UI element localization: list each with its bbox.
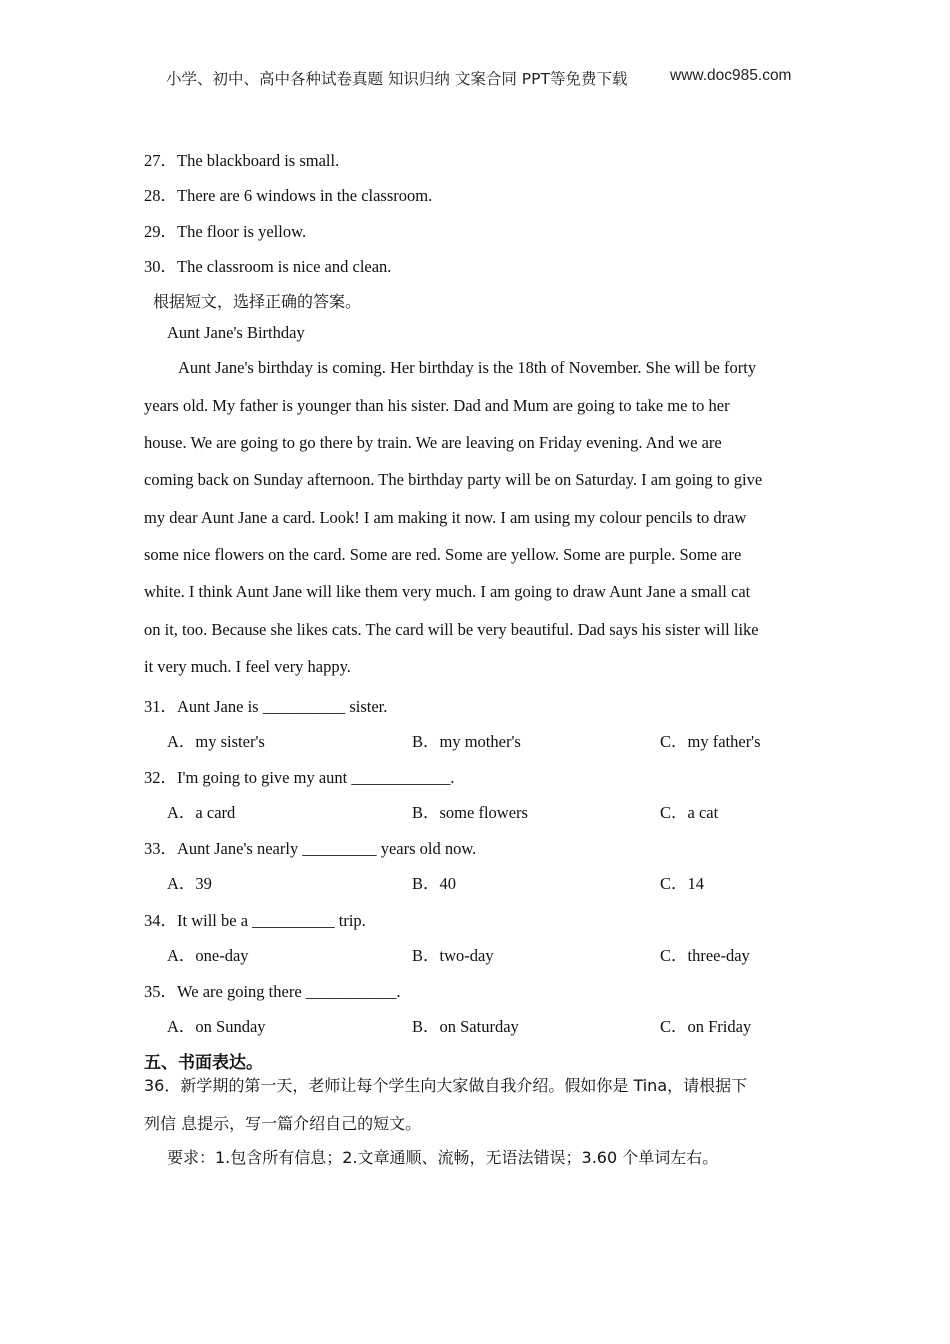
question-36-line1: 36．新学期的第一天，老师让每个学生向大家做自我介绍。假如你是 Tina，请根据下 (144, 1076, 748, 1095)
question-35: 35．We are going there ___________. (144, 982, 401, 1001)
passage-line: on it, too. Because she likes cats. The card will be very beautiful. Dad says his sister will like (144, 620, 759, 639)
statement-30: 30．The classroom is nice and clean. (144, 257, 392, 276)
q32-option-a[interactable]: A．a card (167, 803, 236, 822)
passage-line: coming back on Sunday afternoon. The birthday party will be on Saturday. I am going to give (144, 470, 763, 489)
q31-option-a[interactable]: A．my sister's (167, 732, 265, 751)
q32-option-b[interactable]: B．some flowers (412, 803, 528, 822)
statement-28: 28．There are 6 windows in the classroom. (144, 186, 433, 205)
q33-option-a[interactable]: A．39 (167, 874, 212, 893)
passage-line: house. We are going to go there by train. We are leaving on Friday evening. And we are (144, 433, 722, 452)
q35-option-c[interactable]: C．on Friday (660, 1017, 752, 1036)
passage-line: some nice flowers on the card. Some are red. Some are yellow. Some are purple. Some are (144, 545, 742, 564)
q31-option-c[interactable]: C．my father's (660, 732, 761, 751)
passage-line: white. I think Aunt Jane will like them very much. I am going to draw Aunt Jane a small cat (144, 582, 751, 601)
header-promo-text: 小学、初中、高中各种试卷真题 知识归纳 文案合同 PPT等免费下载 (166, 70, 628, 88)
q32-option-c[interactable]: C．a cat (660, 803, 719, 822)
q34-option-c[interactable]: C．three-day (660, 946, 750, 965)
page-header (0, 67, 950, 91)
statement-29: 29．The floor is yellow. (144, 222, 307, 241)
reading-instruction: 根据短文，选择正确的答案。 (153, 292, 362, 311)
q35-option-a[interactable]: A．on Sunday (167, 1017, 266, 1036)
passage-line: years old. My father is younger than his sister. Dad and Mum are going to take me to her (144, 396, 730, 415)
q34-option-b[interactable]: B．two-day (412, 946, 494, 965)
passage-line: Aunt Jane's birthday is coming. Her birthday is the 18th of November. She will be forty (178, 358, 757, 377)
question-34: 34．It will be a __________ trip. (144, 911, 366, 930)
q31-option-b[interactable]: B．my mother's (412, 732, 521, 751)
q34-option-a[interactable]: A．one-day (167, 946, 249, 965)
q33-option-c[interactable]: C．14 (660, 874, 705, 893)
question-32: 32．I'm going to give my aunt ____________. (144, 768, 455, 787)
header-website[interactable]: www.doc985.com (670, 67, 792, 84)
section-heading-writing: 五、书面表达。 (144, 1053, 263, 1073)
q35-option-b[interactable]: B．on Saturday (412, 1017, 519, 1036)
writing-requirement: 要求：1.包含所有信息；2.文章通顺、流畅，无语法错误；3.60 个单词左右。 (167, 1148, 719, 1167)
question-31: 31．Aunt Jane is __________ sister. (144, 697, 388, 716)
q33-option-b[interactable]: B．40 (412, 874, 457, 893)
passage-line: my dear Aunt Jane a card. Look! I am making it now. I am using my colour pencils to draw (144, 508, 747, 527)
statement-27: 27．The blackboard is small. (144, 151, 340, 170)
question-33: 33．Aunt Jane's nearly _________ years old now. (144, 839, 477, 858)
question-36-line2: 列信 息提示，写一篇介绍自己的短文。 (144, 1114, 422, 1133)
passage-line: it very much. I feel very happy. (144, 657, 351, 676)
passage-title: Aunt Jane's Birthday (167, 323, 305, 342)
